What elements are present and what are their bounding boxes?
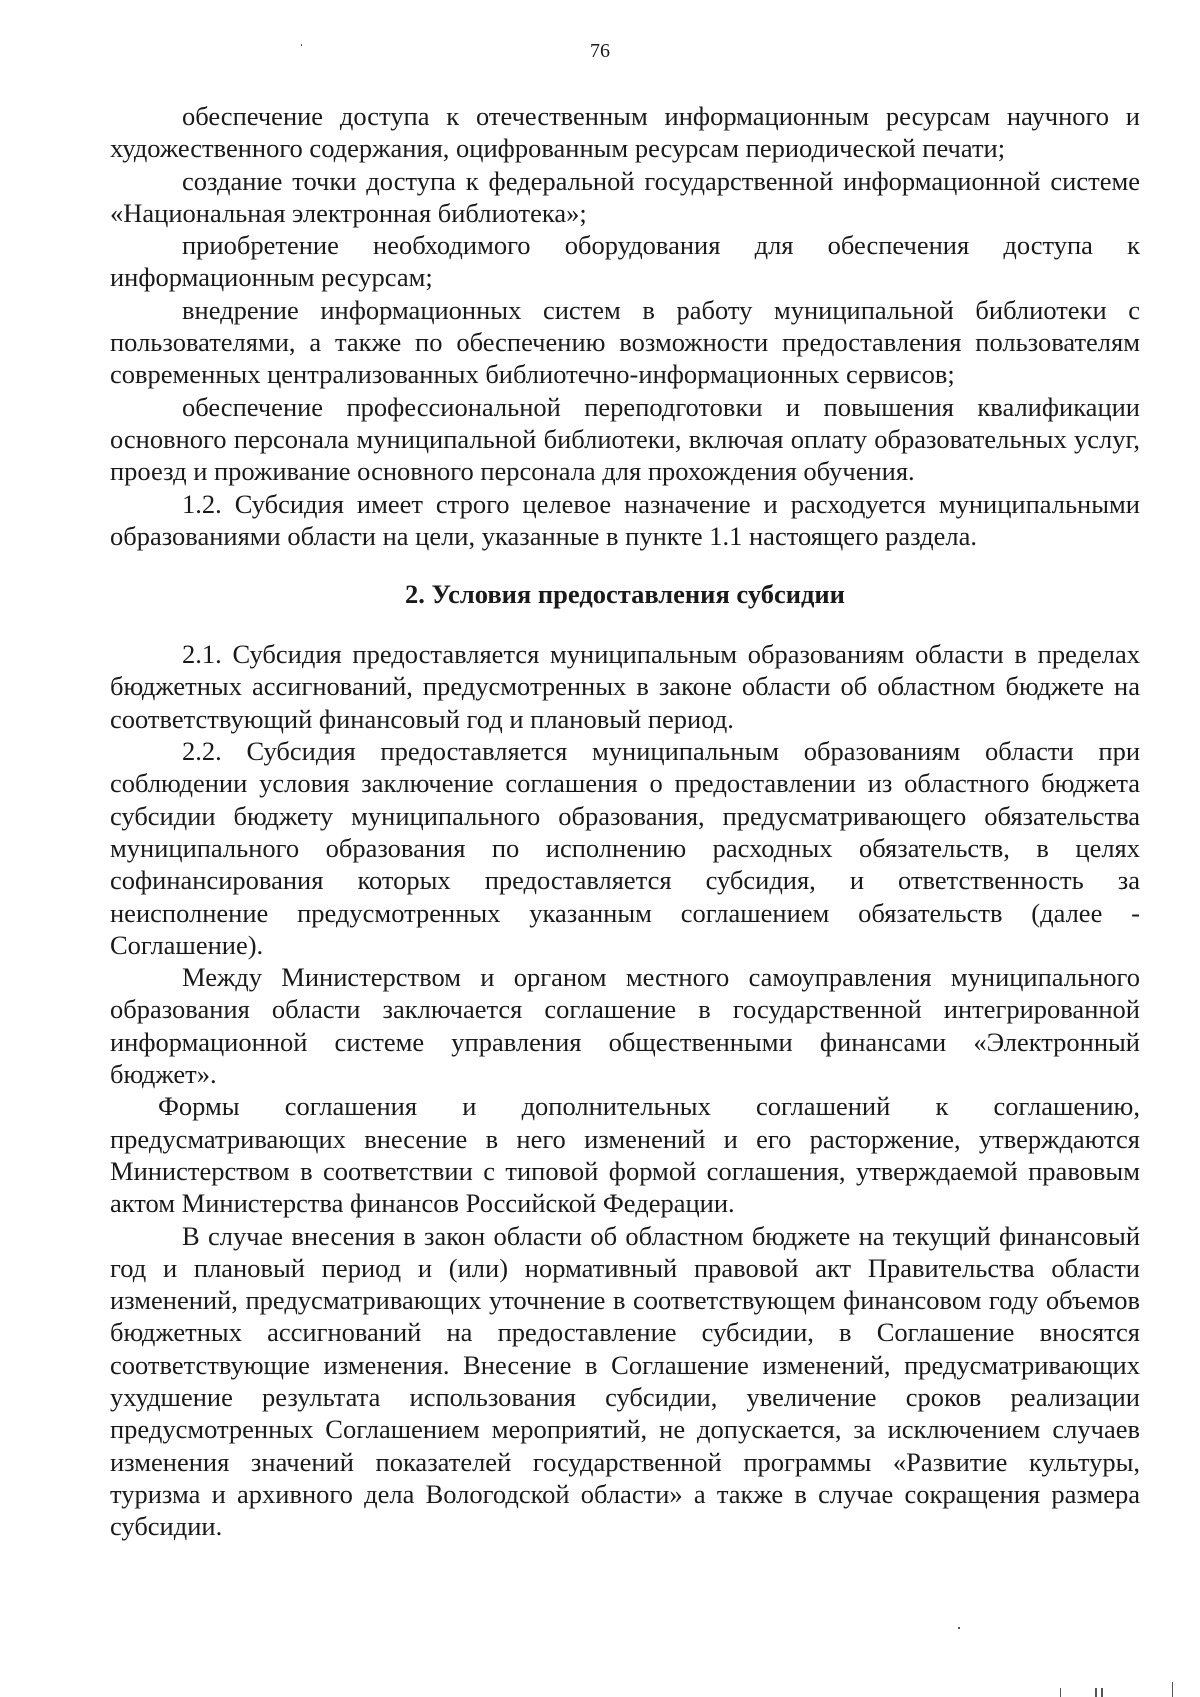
paragraph: В случае внесения в закон области об областном бюджете на текущий финансовый год и плановый период и (или) нормативный правовой акт Правительства области изменений, предусматривающих уточнение в соответствующем финансовом году объемов бюджетных ассигнований на предоставление субсидии, в Соглашение вносятся соответствующие изменения. Внесение в Соглашение изменений, предусматривающих ухудшение результата использования субсидии, увеличение сроков реализации предусмотренных Соглашением мероприятий, не допускается, за исключением случаев изменения значений показателей государственной программы «Развитие культуры, туризма и архивного дела Вологодской области» а также в случае сокращения размера субсидии. bbox=[110, 1220, 1140, 1542]
paragraph: 2.1. Субсидия предоставляется муниципальным образованиям области в пределах бюджетных ассигнований, предусмотренных в законе области об областном бюджете на соответствующий финансовый год и плановый период. bbox=[110, 639, 1140, 734]
scan-artifact bbox=[1095, 1688, 1097, 1697]
scan-artifact bbox=[1172, 1682, 1173, 1697]
paragraph: Между Министерством и органом местного самоуправления муниципального образования области заключается соглашение в государственной интегрированной информационной системе управления общественными финансами «Электронный бюджет». bbox=[110, 962, 1140, 1090]
paragraph: создание точки доступа к федеральной государственной информационной системе «Национальная электронная библиотека»; bbox=[110, 165, 1140, 228]
page-number: 76 bbox=[590, 40, 610, 62]
paragraph: приобретение необходимого оборудования для обеспечения доступа к информационным ресурсам; bbox=[110, 230, 1140, 293]
paragraph: внедрение информационных систем в работу муниципальной библиотеки с пользователями, а также по обеспечению возможности предоставления пользователям современных централизованных библиотечно-информационных сервисов; bbox=[110, 294, 1140, 390]
scan-artifact bbox=[958, 1627, 960, 1629]
document-body bbox=[110, 100, 1140, 1542]
scan-artifact bbox=[1060, 1688, 1061, 1697]
paragraph: 2.2. Субсидия предоставляется муниципальным образованиям области при соблюдении условия заключение соглашения о предоставлении из областного бюджета субсидии бюджету муниципального образования, предусматривающего обязательства муниципального образования по исполнению расходных обязательств, в целях софинансирования которых предоставляется субсидия, и ответственность за неисполнение предусмотренных указанным соглашением обязательств (далее - Соглашение). bbox=[110, 736, 1140, 960]
paragraph: 1.2. Субсидия имеет строго целевое назначение и расходуется муниципальными образованиями области на цели, указанные в пункте 1.1 настоящего раздела. bbox=[110, 488, 1140, 551]
paragraph: Формы соглашения и дополнительных соглашений к соглашению, предусматривающих внесение в него изменений и его расторжение, утверждаются Министерством в соответствии с типовой формой соглашения, утверждаемой правовым актом Министерства финансов Российской Федерации. bbox=[110, 1091, 1140, 1219]
scan-artifact bbox=[1101, 1688, 1103, 1697]
scan-artifact bbox=[301, 44, 302, 46]
paragraph: обеспечение профессиональной переподготовки и повышения квалификации основного персонала муниципальной библиотеки, включая оплату образовательных услуг, проезд и проживание основного персонала для прохождения обучения. bbox=[110, 391, 1140, 487]
paragraph: обеспечение доступа к отечественным информационным ресурсам научного и художественного содержания, оцифрованным ресурсам периодической печати; bbox=[110, 101, 1140, 164]
section-heading: 2. Условия предоставления субсидии bbox=[405, 579, 845, 610]
